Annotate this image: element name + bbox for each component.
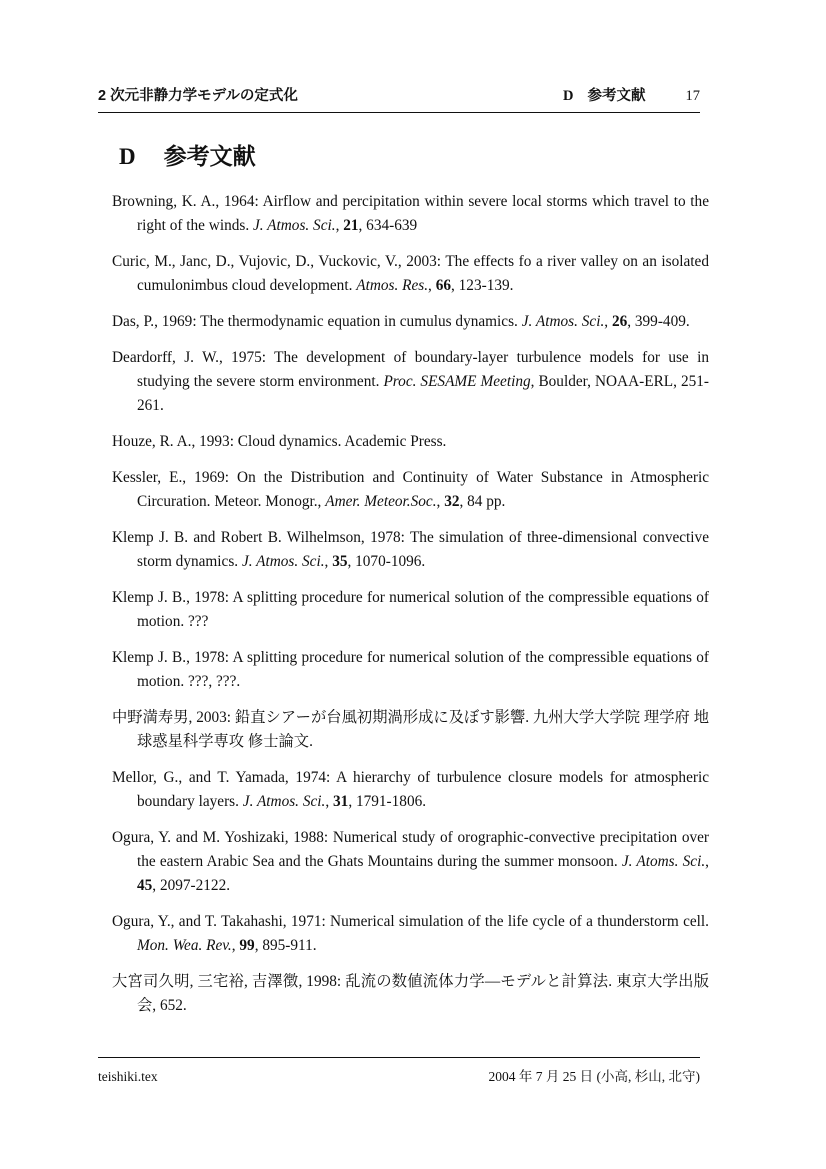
reference-entry	[112, 430, 709, 454]
reference-entry	[112, 910, 709, 958]
footer-date-authors: 2004 年 7 月 25 日 (小高, 杉山, 北守)	[488, 1069, 700, 1084]
reference-text: , 2097-2122.	[152, 877, 231, 894]
reference-text: ,	[604, 313, 612, 330]
reference-text: Das, P., 1969: The thermodynamic equation in cumulus dynamics.	[112, 313, 522, 330]
reference-text: , Boulder, NOAA-ERL, 251-261.	[137, 373, 709, 414]
reference-text: , 1791-1806.	[348, 793, 427, 810]
volume-number: 32	[444, 493, 460, 510]
reference-text: Houze, R. A., 1993: Cloud dynamics. Academic Press.	[112, 433, 447, 450]
header-section-title: 参考文献	[587, 88, 646, 104]
volume-number: 21	[343, 217, 359, 234]
reference-text: Ogura, Y. and M. Yoshizaki, 1988: Numerical study of orographic-convective precipitation over the eastern Arabic Sea and the Ghats Mountains during the summer monsoon.	[112, 829, 709, 870]
header-section-letter: D	[563, 88, 574, 104]
reference-entry	[112, 250, 709, 298]
reference-text: , 1070-1096.	[347, 553, 426, 570]
journal-name: Proc. SESAME Meeting	[383, 373, 531, 390]
reference-entry	[112, 826, 709, 898]
journal-name: Mon. Wea. Rev.	[137, 937, 232, 954]
reference-entry	[112, 310, 709, 334]
reference-text: , 634-639	[358, 217, 418, 234]
reference-text: ,	[428, 277, 436, 294]
reference-entry	[112, 646, 709, 694]
running-header	[98, 84, 700, 113]
reference-text: ,	[335, 217, 344, 234]
reference-text: 大宮司久明, 三宅裕, 吉澤徴, 1998: 乱流の数値流体力学—モデルと計算法. 東京大学出版会, 652.	[112, 973, 709, 1014]
reference-text: Klemp J. B., 1978: A splitting procedure for numerical solution of the compressible equations of motion. ???	[112, 589, 709, 630]
reference-entry	[112, 526, 709, 574]
journal-name: J. Atmos. Sci.	[521, 313, 605, 330]
reference-entry	[112, 190, 709, 238]
reference-text: Mellor, G., and T. Yamada, 1974: A hierarchy of turbulence closure models for atmospheric boundary layers.	[112, 769, 709, 810]
reference-text: ,	[325, 793, 334, 810]
reference-text: Curic, M., Janc, D., Vujovic, D., Vuckovic, V., 2003: The effects fo a river valley on an isolated cumulonimbus cloud development.	[112, 253, 709, 294]
reference-text: Deardorff, J. W., 1975: The development of boundary-layer turbulence models for use in studying the severe storm environment.	[112, 349, 709, 390]
journal-name: J. Atoms. Sci.	[621, 853, 706, 870]
reference-text: 中野満寿男, 2003: 鉛直シアーが台風初期渦形成に及ぼす影響. 九州大学大学院 理学府 地球惑星科学専攻 修士論文.	[112, 709, 709, 750]
volume-number: 35	[332, 553, 348, 570]
reference-entry	[112, 466, 709, 514]
reference-text: , 84 pp.	[459, 493, 506, 510]
reference-entry	[112, 586, 709, 634]
reference-text: Ogura, Y., and T. Takahashi, 1971: Numerical simulation of the life cycle of a thunderstorm cell.	[112, 913, 709, 930]
journal-name: J. Atmos. Sci.	[242, 793, 326, 810]
section-title-text: 参考文献	[163, 143, 256, 169]
volume-number: 26	[611, 313, 628, 330]
volume-number: 99	[239, 937, 255, 954]
journal-name: Atmos. Res.	[356, 277, 429, 294]
reference-text: , 123-139.	[451, 277, 514, 294]
reference-entry	[112, 706, 709, 754]
reference-entry	[112, 766, 709, 814]
volume-number: 66	[435, 277, 451, 294]
volume-number: 45	[137, 877, 153, 894]
reference-list	[112, 190, 709, 1030]
reference-text: Klemp J. B., 1978: A splitting procedure for numerical solution of the compressible equations of motion. ???, ???.	[112, 649, 709, 690]
section-label: D	[119, 144, 136, 169]
reference-text: ,	[231, 937, 240, 954]
header-left-title: 2 次元非静力学モデルの定式化	[98, 88, 298, 104]
header-page-number: 17	[685, 88, 700, 104]
reference-text: ,	[705, 853, 709, 870]
journal-name: Amer. Meteor.Soc.	[325, 493, 437, 510]
reference-entry	[112, 346, 709, 418]
header-right-group	[563, 84, 700, 105]
section-heading	[119, 138, 256, 171]
volume-number: 31	[333, 793, 349, 810]
reference-text: , 399-409.	[627, 313, 690, 330]
reference-text: Kessler, E., 1969: On the Distribution and Continuity of Water Substance in Atmospheric Circuration. Meteor. Monogr.,	[112, 469, 709, 510]
journal-name: J. Atmos. Sci.	[253, 217, 336, 234]
reference-text: ,	[324, 553, 333, 570]
reference-text: Browning, K. A., 1964: Airflow and percipitation within severe local storms which travel to the right of the winds.	[112, 193, 709, 234]
reference-text: ,	[436, 493, 445, 510]
reference-text: , 895-911.	[254, 937, 317, 954]
reference-text: Klemp J. B. and Robert B. Wilhelmson, 1978: The simulation of three-dimensional convective storm dynamics.	[112, 529, 709, 570]
journal-name: J. Atmos. Sci.	[241, 553, 325, 570]
reference-entry	[112, 970, 709, 1018]
footer-filename: teishiki.tex	[98, 1069, 158, 1084]
page-footer	[98, 1057, 700, 1085]
